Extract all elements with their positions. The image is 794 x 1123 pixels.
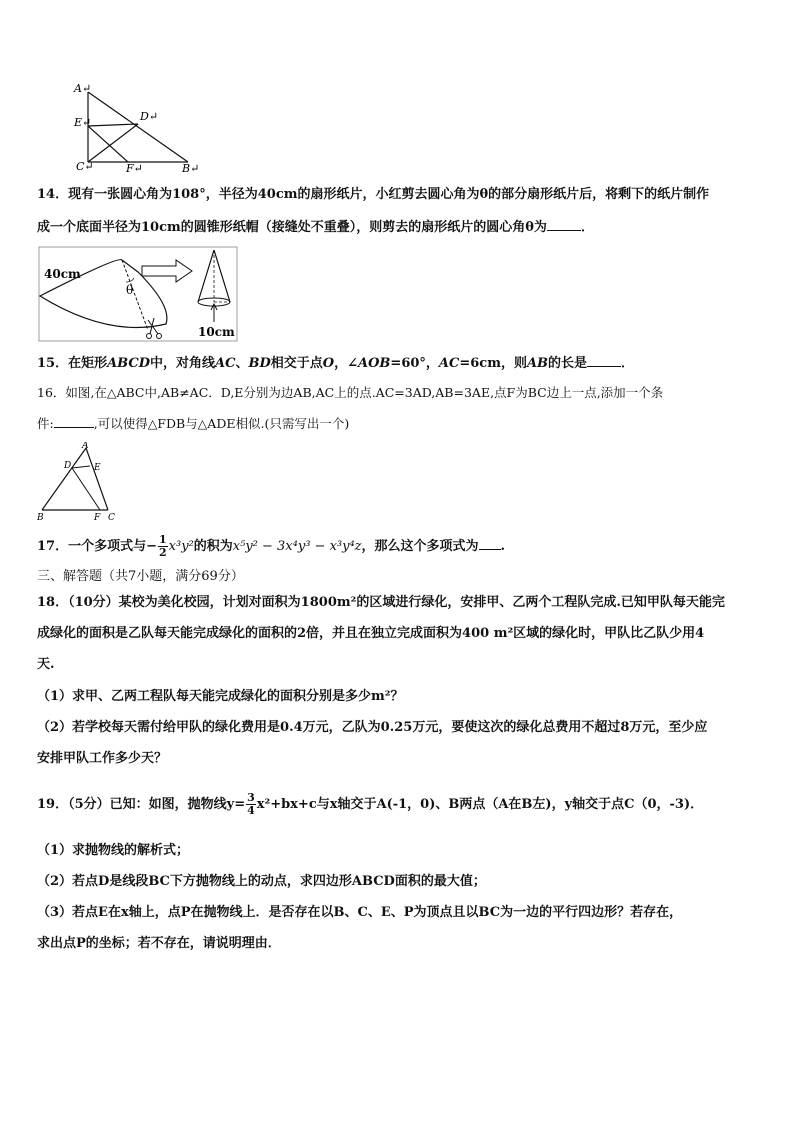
q19-frac-den: 4 <box>247 804 255 817</box>
q16-line1: 16．如图,在△ABC中,AB≠AC．D,E分别为边AB,AC上的点.AC=3AD,AB=3AE,点F为BC边上一点,添加一个条 <box>37 385 664 400</box>
label-A: A↵ <box>74 82 92 95</box>
q17-frac-num: 1 <box>159 533 167 546</box>
q15-line <box>37 354 634 373</box>
answer-blank-14 <box>547 218 581 231</box>
q15-rect: ABCD <box>107 356 151 371</box>
q15-ac2: AC <box>438 356 460 371</box>
radius-label: 40cm <box>44 267 81 281</box>
q15-ac: AC <box>215 356 236 371</box>
theta-label: θ <box>126 283 134 297</box>
q15-mid5: =6cm，则 <box>459 356 527 371</box>
q15-mid6: 的长是 <box>548 356 588 371</box>
q18-line3: 天. <box>37 657 55 672</box>
triangle-figure-16 <box>36 442 126 522</box>
label-C: C↵ <box>76 160 94 173</box>
q18-line1: 18．（10分）某校为美化校园，计划对面积为1800m²的区域进行绿化，安排甲、乙两个工程队完成.已知甲队每天能完 <box>37 595 725 610</box>
q16-rest: ,可以使得△FDB与△ADE相似.(只需写出一个) <box>93 416 350 431</box>
q15-ab: AB <box>526 356 549 371</box>
q18-sub2b: 安排甲队工作多少天？ <box>37 751 168 766</box>
section-title: 三、解答题（共7小题，满分69分） <box>37 569 244 584</box>
label16-A: A <box>82 442 89 451</box>
label16-C: C <box>108 513 115 522</box>
q14-line2-end: ． <box>580 220 594 235</box>
answer-blank-17 <box>479 537 501 550</box>
q17-suffix: ，那么这个多项式为 <box>361 539 479 554</box>
base-radius-label: 10cm <box>198 325 235 339</box>
q18-sub1: （1）求甲、乙两工程队每天能完成绿化的面积分别是多少m²？ <box>37 689 404 704</box>
q15-prefix: 15．在矩形 <box>37 356 108 371</box>
q15-mid1: 中，对角线 <box>150 356 216 371</box>
label-D: D↵ <box>140 110 159 123</box>
q17-monomial: x³y² <box>168 539 194 554</box>
q19-line <box>37 792 703 817</box>
label16-E: E <box>94 463 101 473</box>
q15-mid3: ，∠ <box>334 356 359 371</box>
q15-mid2: 相交于点 <box>270 356 323 371</box>
q19-sub2: （2）若点D是线段BC下方抛物线上的动点，求四边形ABCD面积的最大值； <box>37 874 486 889</box>
q16-prefix: 件: <box>37 416 54 431</box>
q17-mid: 的积为 <box>193 539 233 554</box>
q19-sub3b: 求出点P的坐标；若不存在，请说明理由． <box>37 936 281 951</box>
q14-line1: 14．现有一张圆心角为108°，半径为40cm的扇形纸片，小红剪去圆心角为θ的部分扇形纸片后，将剩下的纸片制作 <box>37 187 710 202</box>
q17-line <box>37 534 505 559</box>
q19-sub3a: （3）若点E在x轴上，点P在抛物线上．是否存在以B、C、E、P为顶点且以BC为一边的平行四边形？若存在， <box>37 905 683 920</box>
q16-line2 <box>37 415 349 433</box>
arrow-and-cone-figure <box>140 246 240 342</box>
q14-line2-text: 成一个底面半径为10cm的圆锥形纸帽（接缝处不重叠），则剪去的扇形纸片的圆心角θ为 <box>37 220 547 235</box>
label-B: B↵ <box>182 162 200 175</box>
q17-end: . <box>500 539 506 554</box>
q14-line2 <box>37 218 594 237</box>
q17-product: x⁵y² − 3x⁴y³ − x³y⁴z <box>232 539 362 554</box>
q17-fraction <box>158 534 168 559</box>
label16-B: B <box>37 513 44 522</box>
q15-aob: AOB <box>358 356 391 371</box>
answer-blank-15 <box>587 354 621 367</box>
q19-prefix: 19．（5分）已知：如图，抛物线y= <box>37 797 246 812</box>
label-F: F↵ <box>126 162 143 175</box>
label-E: E↵ <box>74 116 92 129</box>
q17-prefix: 17．一个多项式与 <box>37 539 147 554</box>
q18-sub2a: （2）若学校每天需付给甲队的绿化费用是0.4万元，乙队为0.25万元，要使这次的绿化总费用不超过8万元，至少应 <box>37 720 708 735</box>
label16-D: D <box>64 461 72 471</box>
q15-bd: BD <box>248 356 271 371</box>
q17-frac-den: 2 <box>159 546 167 559</box>
q19-sub1: （1）求抛物线的解析式； <box>37 843 190 858</box>
q18-line2: 成绿化的面积是乙队每天能完成绿化的面积的2倍，并且在独立完成面积为400 m²区域的绿化时，甲队比乙队少用4 <box>37 626 705 641</box>
q15-sep: 、 <box>235 356 249 371</box>
q15-end: ． <box>621 356 635 371</box>
q19-frac-num: 3 <box>247 791 255 804</box>
answer-blank-16 <box>54 415 94 428</box>
q19-rest: x²+bx+c与x轴交于A(-1，0)、B两点（A在B左)，y轴交于点C（0，-3)． <box>256 797 704 812</box>
q17-minus: − <box>146 539 157 554</box>
q15-o: O <box>322 356 335 371</box>
q19-fraction <box>246 792 256 817</box>
label16-F: F <box>94 513 101 522</box>
triangle-figure-13 <box>70 80 210 175</box>
q15-mid4: =60°， <box>390 356 439 371</box>
